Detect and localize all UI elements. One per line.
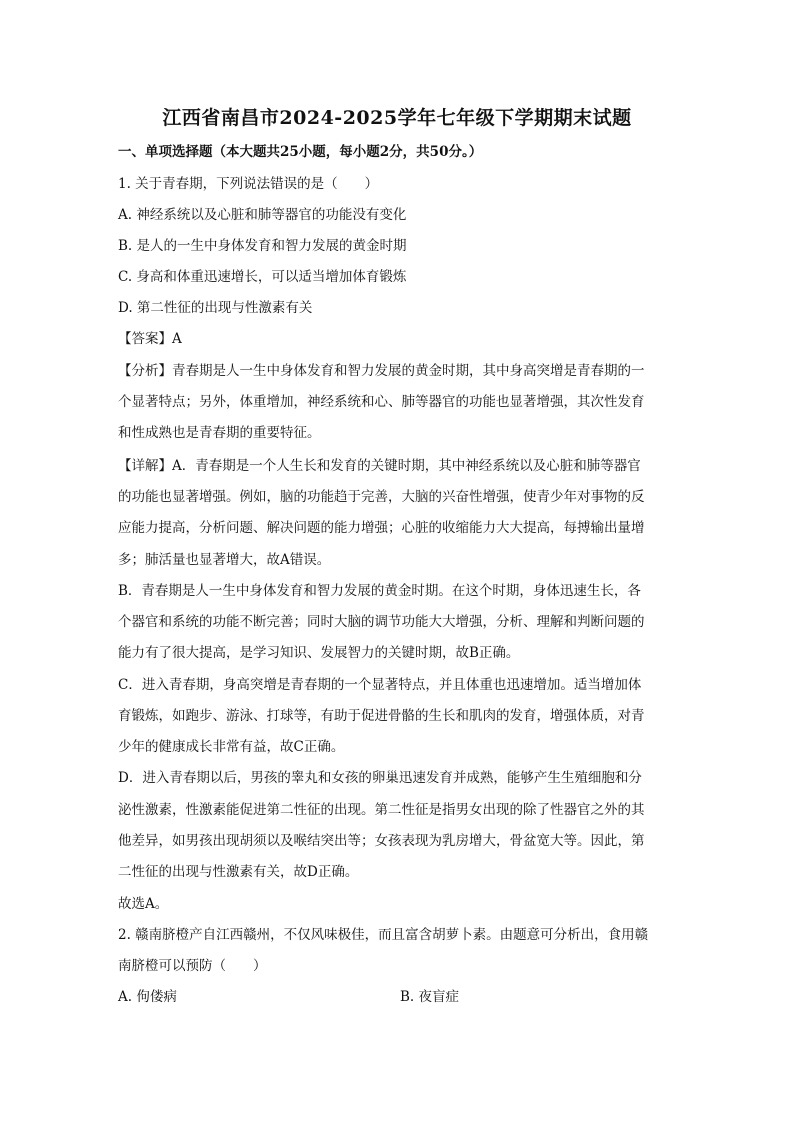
q1-analysis-line: 个显著特点；另外，体重增加，神经系统和心、肺等器官的功能也显著增强，其次性发育 — [118, 394, 645, 410]
q1-detail-line: 育锻炼，如跑步、游泳、打球等，有助于促进骨骼的生长和肌肉的发育，增强体质，对青 — [118, 708, 645, 724]
q1-option-a: A. 神经系统以及心脏和肺等器官的功能没有变化 — [118, 207, 407, 223]
q1-detail-line: 他差异，如男孩出现胡须以及喉结突出等；女孩表现为乳房增大，骨盆宽大等。因此，第 — [118, 833, 645, 849]
q1-detail-line: 能力有了很大提高，是学习知识、发展智力的关键时期，故B正确。 — [118, 645, 520, 661]
section-heading: 一、单项选择题（本大题共25小题，每小题2分，共50分。） — [118, 144, 483, 160]
q1-detail-line: 的功能也显著增强。例如，脑的功能趋于完善，大脑的兴奋性增强，使青少年对事物的反 — [118, 489, 645, 505]
q2-options-row — [118, 988, 678, 1006]
q1-detail-line: 应能力提高，分析问题、解决问题的能力增强；心脏的收缩能力大大提高，每搏输出量增 — [118, 520, 645, 536]
q1-detail-line: C．进入青春期，身高突增是青春期的一个显著特点，并且体重也迅速增加。适当增加体 — [118, 677, 642, 693]
q1-option-b: B. 是人的一生中身体发育和智力发展的黄金时期 — [118, 238, 407, 254]
q1-detail-line: B．青春期是人一生中身体发育和智力发展的黄金时期。在这个时期，身体迅速生长，各 — [118, 583, 641, 599]
q1-detail-line: 个器官和系统的功能不断完善；同时大脑的调节功能大大增强，分析、理解和判断问题的 — [118, 614, 645, 630]
q2-stem-line: 2. 赣南脐橙产自江西赣州，不仅风味极佳，而且富含胡萝卜素。由题意可分析出，食用赣 — [118, 927, 649, 943]
q1-stem: 1. 关于青春期，下列说法错误的是（ ） — [118, 176, 379, 192]
q2-stem-line: 南脐橙可以预防（ ） — [118, 958, 267, 974]
q1-option-c: C. 身高和体重迅速增长，可以适当增加体育锻炼 — [118, 269, 407, 285]
q1-detail-line: 多；肺活量也显著增大，故A错误。 — [118, 552, 331, 568]
q1-conclusion: 故选A。 — [118, 896, 169, 912]
q1-analysis-line: 和性成熟也是青春期的重要特征。 — [118, 425, 321, 441]
q1-detail-line: 少年的健康成长非常有益，故C正确。 — [118, 739, 345, 755]
q1-detail-line: D．进入青春期以后，男孩的睾丸和女孩的卵巢迅速发育并成熟，能够产生生殖细胞和分 — [118, 770, 642, 786]
q1-detail-line: 【详解】A．青春期是一个人生长和发育的关键时期，其中神经系统以及心脏和肺等器官 — [118, 458, 641, 474]
q2-option-b: B. 夜盲症 — [400, 989, 460, 1005]
exam-title: 江西省南昌市2024-2025学年七年级下学期期末试题 — [162, 107, 632, 129]
q1-analysis-line: 【分析】青春期是人一生中身体发育和智力发展的黄金时期，其中身高突增是青春期的一 — [118, 363, 645, 379]
q1-detail-line: 二性征的出现与性激素有关，故D正确。 — [118, 864, 359, 880]
q1-detail-line: 泌性激素，性激素能促进第二性征的出现。第二性征是指男女出现的除了性器官之外的其 — [118, 802, 645, 818]
q1-option-d: D. 第二性征的出现与性激素有关 — [118, 300, 313, 316]
q1-answer: 【答案】A — [118, 331, 182, 347]
q2-option-a: A. 佝偻病 — [118, 989, 177, 1005]
